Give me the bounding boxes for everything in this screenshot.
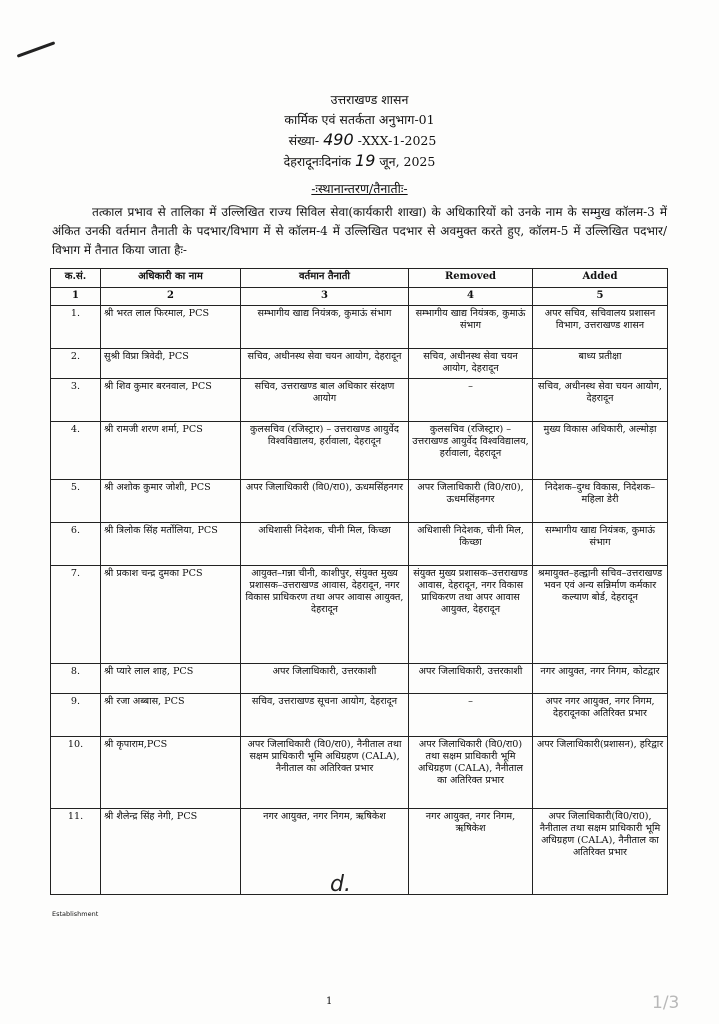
- row-added: अपर जिलाधिकारी(वि0/रा0), नैनीताल तथा सक्षम प्राधिकारी भूमि अधिग्रहण (CALA), नैनीताल का अतिरिक्त प्रभार: [533, 809, 668, 895]
- order-number-handwritten: 490: [323, 130, 354, 149]
- row-removed: संयुक्त मुख्य प्रशासक–उत्तराखण्ड आवास, देहरादून, नगर विकास प्राधिकरण तथा अपर आवास आयुक्त, देहरादून: [409, 566, 533, 664]
- col-number-4: 4: [409, 288, 533, 306]
- table-row: [51, 379, 668, 422]
- row-officer-name: श्री रजा अब्बास, PCS: [101, 694, 241, 737]
- row-current-posting: सम्भागीय खाद्य नियंत्रक, कुमाऊं संभाग: [241, 306, 409, 349]
- establishment-label: Establishment: [52, 910, 99, 918]
- row-serial: 6.: [51, 523, 101, 566]
- header-department: कार्मिक एवं सतर्कता अनुभाग-01: [284, 112, 435, 127]
- row-removed: अपर जिलाधिकारी (वि0/रा0) तथा सक्षम प्राधिकारी भूमि अधिग्रहण (CALA), नैनीताल का अतिरिक्त प्रभार: [409, 737, 533, 809]
- row-serial: 9.: [51, 694, 101, 737]
- row-removed: नगर आयुक्त, नगर निगम, ऋषिकेश: [409, 809, 533, 895]
- row-current-posting: नगर आयुक्त, नगर निगम, ऋषिकेश: [241, 809, 409, 895]
- date-prefix: देहरादूनःदिनांक: [283, 154, 352, 169]
- row-serial: 10.: [51, 737, 101, 809]
- row-removed: सचिव, अधीनस्थ सेवा चयन आयोग, देहरादून: [409, 349, 533, 379]
- row-added: अपर सचिव, सचिवालय प्रशासन विभाग, उत्तराखण्ड शासन: [533, 306, 668, 349]
- order-number-suffix: -XXX-1-2025: [357, 133, 437, 148]
- row-removed: –: [409, 694, 533, 737]
- row-added: सम्भागीय खाद्य नियंत्रक, कुमाऊं संभाग: [533, 523, 668, 566]
- row-current-posting: अधिशासी निदेशक, चीनी मिल, किच्छा: [241, 523, 409, 566]
- table-row: [51, 664, 668, 694]
- table-row: [51, 422, 668, 480]
- row-serial: 3.: [51, 379, 101, 422]
- table-row: [51, 523, 668, 566]
- header-date: [0, 151, 719, 172]
- row-officer-name: श्री प्यारे लाल शाह, PCS: [101, 664, 241, 694]
- date-suffix: जून, 2025: [379, 154, 436, 169]
- row-added: अपर नगर आयुक्त, नगर निगम, देहरादूनका अतिरिक्त प्रभार: [533, 694, 668, 737]
- row-officer-name: श्री शिव कुमार बरनवाल, PCS: [101, 379, 241, 422]
- pen-mark: [17, 41, 56, 57]
- col-number-3: 3: [241, 288, 409, 306]
- row-officer-name: श्री कृपाराम,PCS: [101, 737, 241, 809]
- col-number-5: 5: [533, 288, 668, 306]
- intro-paragraph: तत्काल प्रभाव से तालिका में उल्लिखित राज्य सिविल सेवा(कार्यकारी शाखा) के अधिकारियों को उनके नाम के सम्मुख कॉलम-3 में अंकित उनकी वर्तमान तैनाती के पदभार/विभाग में से कॉलम-4 में उल्लिखित पदभार से अवमुक्त करते हुए, कॉलम-5 में उल्लिखित पदभार/विभाग में तैनात किया जाता हैः-: [52, 205, 667, 257]
- row-removed: सम्भागीय खाद्य नियंत्रक, कुमाऊं संभाग: [409, 306, 533, 349]
- row-serial: 4.: [51, 422, 101, 480]
- row-added: बाध्य प्रतीक्षा: [533, 349, 668, 379]
- row-serial: 2.: [51, 349, 101, 379]
- table-row: [51, 737, 668, 809]
- row-officer-name: सुश्री विप्रा त्रिवेदी, PCS: [101, 349, 241, 379]
- row-current-posting: अपर जिलाधिकारी (वि0/रा0), नैनीताल तथा सक्षम प्राधिकारी भूमि अधिग्रहण (CALA), नैनीताल का अतिरिक्त प्रभार: [241, 737, 409, 809]
- col-number-2: 2: [101, 288, 241, 306]
- page-counter: 1/3: [652, 993, 680, 1013]
- row-removed: कुलसचिव (रजिस्ट्रार) – उत्तराखण्ड आयुर्वेद विश्वविद्यालय, हर्रावाला, देहरादून: [409, 422, 533, 480]
- table-row: [51, 480, 668, 523]
- row-removed: अधिशासी निदेशक, चीनी मिल, किच्छा: [409, 523, 533, 566]
- date-day-handwritten: 19: [355, 151, 376, 170]
- row-removed: –: [409, 379, 533, 422]
- table-row: [51, 566, 668, 664]
- row-current-posting: अपर जिलाधिकारी, उत्तरकाशी: [241, 664, 409, 694]
- row-officer-name: श्री त्रिलोक सिंह मर्तोलिया, PCS: [101, 523, 241, 566]
- row-added: अपर जिलाधिकारी(प्रशासन), हरिद्वार: [533, 737, 668, 809]
- row-added: सचिव, अधीनस्थ सेवा चयन आयोग, देहरादून: [533, 379, 668, 422]
- row-current-posting: सचिव, अधीनस्थ सेवा चयन आयोग, देहरादून: [241, 349, 409, 379]
- table-row: [51, 306, 668, 349]
- row-officer-name: श्री भरत लाल फिरमाल, PCS: [101, 306, 241, 349]
- order-subject: [0, 180, 719, 197]
- header-removed: Removed: [409, 269, 533, 288]
- row-serial: 11.: [51, 809, 101, 895]
- row-current-posting: आयुक्त–गन्ना चीनी, काशीपुर, संयुक्त मुख्य प्रशासक–उत्तराखण्ड आवास, देहरादून, नगर विकास प्राधिकरण तथा अपर आवास आयुक्त, देहरादून: [241, 566, 409, 664]
- table-row: [51, 349, 668, 379]
- subject-text: -ःस्थानान्तरण/तैनातीः-: [311, 181, 408, 196]
- row-officer-name: श्री प्रकाश चन्द्र दुमका PCS: [101, 566, 241, 664]
- row-current-posting: सचिव, उत्तराखण्ड सूचना आयोग, देहरादून: [241, 694, 409, 737]
- row-added: नगर आयुक्त, नगर निगम, कोटद्वार: [533, 664, 668, 694]
- row-current-posting: कुलसचिव (रजिस्ट्रार) – उत्तराखण्ड आयुर्वेद विश्वविद्यालय, हर्रावाला, देहरादून: [241, 422, 409, 480]
- row-officer-name: श्री अशोक कुमार जोशी, PCS: [101, 480, 241, 523]
- row-serial: 8.: [51, 664, 101, 694]
- table-row: [51, 809, 668, 895]
- column-number-row: [51, 288, 668, 306]
- row-current-posting: सचिव, उत्तराखण्ड बाल अधिकार संरक्षण आयोग: [241, 379, 409, 422]
- row-serial: 7.: [51, 566, 101, 664]
- header-serial: क.सं.: [51, 269, 101, 288]
- header-officer-name: अधिकारी का नाम: [101, 269, 241, 288]
- row-officer-name: श्री शैलेन्द्र सिंह नेगी, PCS: [101, 809, 241, 895]
- order-number-prefix: संख्या-: [288, 133, 320, 148]
- header-order-number: [6, 130, 719, 151]
- document-header: [0, 90, 719, 172]
- row-serial: 5.: [51, 480, 101, 523]
- header-government: उत्तराखण्ड शासन: [330, 92, 409, 107]
- table-header-row: [51, 269, 668, 288]
- row-serial: 1.: [51, 306, 101, 349]
- transfer-table: [50, 268, 668, 895]
- row-removed: अपर जिलाधिकारी (वि0/रा0), ऊधमसिंहनगर: [409, 480, 533, 523]
- row-removed: अपर जिलाधिकारी, उत्तरकाशी: [409, 664, 533, 694]
- page-number: 1: [326, 996, 333, 1007]
- row-officer-name: श्री रामजी शरण शर्मा, PCS: [101, 422, 241, 480]
- header-current-posting: वर्तमान तैनाती: [241, 269, 409, 288]
- signature: d.: [330, 872, 351, 897]
- col-number-1: 1: [51, 288, 101, 306]
- header-added: Added: [533, 269, 668, 288]
- row-added: निदेशक–दुग्ध विकास, निदेशक–महिला डेरी: [533, 480, 668, 523]
- row-added: मुख्य विकास अधिकारी, अल्मोड़ा: [533, 422, 668, 480]
- table-row: [51, 694, 668, 737]
- row-current-posting: अपर जिलाधिकारी (वि0/रा0), ऊधमसिंहनगर: [241, 480, 409, 523]
- row-added: श्रमायुक्त–हल्द्वानी सचिव–उत्तराखण्ड भवन एवं अन्य सन्निर्माण कर्मकार कल्याण बोर्ड, देहरादून: [533, 566, 668, 664]
